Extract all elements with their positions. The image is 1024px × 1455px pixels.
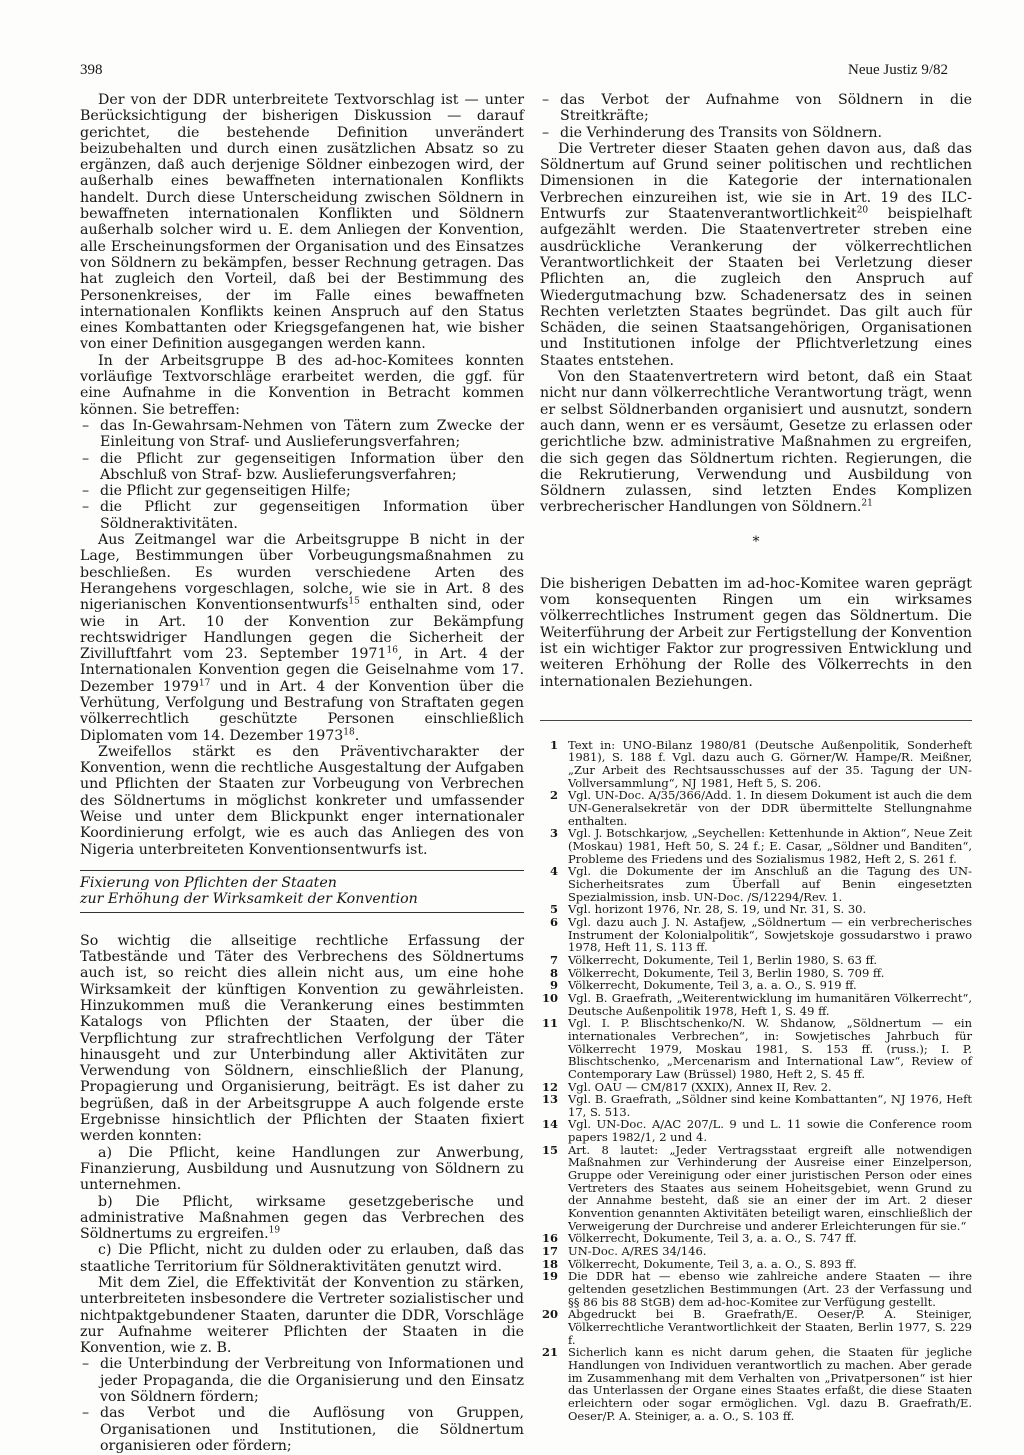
footnote-text: Text in: UNO-Bilanz 1980/81 (Deutsche Außenpolitik, Sonderheft 1981), S. 188 f. Vgl. dazu auch G. Görner/W. Hampe/R. Meißner, „Zur Arbeit des Rechtsausschusses auf der 35. Tagung der UN-Vollversammlung“, NJ 1981, Heft 5, S. 206.: [568, 737, 972, 790]
footnote: [540, 1144, 972, 1233]
footnote: [540, 739, 972, 790]
footnote: [540, 827, 972, 865]
footnote-text: Vgl. I. P. Blischtschenko/N. W. Shdanow, „Söldnertum — ein internationales Verbrechen“, in: Sowjetisches Jahrbuch für Völkerrecht 1979, Moskau 1981, S. 153 ff. (russ.); I. P. Blischtschenko, „Mercenarism and International Law“, Review of Contemporary Law (Brüssel) 1980, Heft 2, S. 45 ff.: [568, 1016, 972, 1081]
footnote-ref: 18: [343, 726, 355, 737]
page-header: [80, 62, 948, 82]
paragraph: b) Die Pflicht, wirksame gesetzgeberische und administrative Maßnahmen gegen das Verbrechen des Söldnertums zu ergreifen.$^{19}$: [80, 1193, 524, 1243]
paragraph: Die Vertreter dieser Staaten gehen davon aus, daß das Söldnertum auf Grund seiner politischen und rechtlichen Dimensionen in die Kategorie der internationalen Verbrechen einzureihen ist, wie sie in Art. 19 des ILC-Entwurfs zur Staatenverantwortlichkeit$^{20}$ beispielhaft aufgezählt werden. Die Staatenvertreter streben eine ausdrückliche Verankerung der völkerrechtlichen Verantwortlichkeit der Staaten bei Verletzung dieser Pflichten an, die zugleich den Anspruch auf Wiedergutmachung bzw. Schadenersatz des in seinen Rechten verletzten Staates begründet. Das gilt auch für Schäden, die seinen Staatsangehörigen, Organisationen und Institutionen infolge der Pflichtverletzung eines Staates entstehen.: [540, 140, 972, 369]
footnote-text: Sicherlich kann es nicht darum gehen, die Staaten für jegliche Handlungen von Individuen verantwortlich zu machen. Aber gerade im Zusammenhang mit dem Verhalten von „Privatpersonen“ ist hier das Unterlassen der Organe eines Staates erfaßt, die diese Staaten erleichtern oder sogar ermöglichen. Vgl. dazu B. Graefrath/E. Oeser/P. A. Steiniger, a. a. O., S. 103 ff.: [568, 1345, 972, 1423]
footnote-text: Völkerrecht, Dokumente, Teil 3, a. a. O., S. 919 ff.: [568, 978, 857, 993]
footnote: [540, 1017, 972, 1080]
proposal-list-continued: [540, 92, 972, 141]
section-heading: [80, 870, 524, 913]
footnote-number: 11: [541, 1016, 558, 1031]
footnote: [540, 1118, 972, 1143]
footnote-text: Vgl. horizont 1976, Nr. 28, S. 19, und Nr. 31, S. 30.: [568, 902, 867, 917]
footnote-number: 12: [541, 1079, 558, 1094]
footnote-number: 15: [541, 1142, 558, 1157]
footnote-text: Völkerrecht, Dokumente, Teil 3, a. a. O., S. 893 ff.: [568, 1256, 857, 1271]
footnote-text: Vgl. dazu auch J. N. Astafjew, „Söldnertum — ein verbrecherisches Instrument der Kolonialpolitik“, Sowjetskoje gossudarstwo i prawo 1978, Heft 11, S. 113 ff.: [568, 914, 972, 955]
paragraph: Von den Staatenvertretern wird betont, daß ein Staat nicht nur dann völkerrechtliche Verantwortung trägt, wenn er selbst Söldnerbanden organisiert und ausnutzt, sondern auch dann, wenn er es versäumt, Gesetze zu erlassen oder gerichtliche bzw. administrative Maßnahmen zu ergreifen, die sich gegen das Söldnertum richten. Regierungen, die die Rekrutierung, Verwendung und Ausbildung von Söldnern zulassen, sind letzten Endes Komplizen verbrecherischer Handlungen von Söldnern.$^{21}$: [540, 369, 972, 516]
journal-issue: Neue Justiz 9/82: [848, 62, 948, 78]
obligation-list: [80, 418, 524, 532]
footnote-number: 4: [549, 864, 558, 879]
footnote-number: 2: [549, 788, 558, 803]
footnote: [540, 916, 972, 954]
left-column: [80, 92, 524, 1454]
right-column: [540, 92, 972, 1422]
section-separator: *: [752, 533, 760, 550]
footnote-ref: 20: [856, 205, 869, 216]
footnote: [540, 1093, 972, 1118]
footnote-number: 9: [549, 978, 558, 993]
list-item: – die Pflicht zur gegenseitigen Hilfe;: [80, 483, 524, 499]
heading-line: zur Erhöhung der Wirksamkeit der Konvention: [80, 891, 418, 908]
footnote-text: Völkerrecht, Dokumente, Teil 3, a. a. O., S. 747 ff.: [568, 1231, 857, 1246]
footnote-number: 18: [541, 1256, 558, 1271]
footnote-ref: 15: [348, 596, 360, 607]
footnote-number: 10: [541, 990, 558, 1005]
footnote-text: Vgl. B. Graefrath, „Weiterentwicklung im humanitären Völkerrecht“, Deutsche Außenpolitik 1978, Heft 1, S. 49 ff.: [568, 990, 972, 1018]
footnote-number: 14: [541, 1117, 558, 1132]
footnote-number: 19: [541, 1269, 558, 1284]
footnote: [540, 1270, 972, 1308]
footnote-text: Vgl. B. Graefrath, „Söldner sind keine Kombattanten“, NJ 1976, Heft 17, S. 513.: [568, 1092, 972, 1119]
footnote-number: 21: [541, 1345, 558, 1360]
paragraph: In der Arbeitsgruppe B des ad-hoc-Komitees konnten vorläufige Textvorschläge erarbeitet werden, die ggf. für eine Aufnahme in die Konvention in Betracht kommen können. Sie betreffen:: [80, 352, 524, 418]
proposal-list: [80, 1356, 524, 1454]
paragraph: Die bisherigen Debatten im ad-hoc-Komitee waren geprägt vom konsequenten Ringen um ein wirksames völkerrechtliches Instrument gegen das Söldnertum. Die Weiterführung der Arbeit zur Fertigstellung der Konvention ist ein wichtiger Faktor zur progressiven Entwicklung und weiteren Erhöhung der Rolle des Völkerrechts in den internationalen Beziehungen.: [540, 575, 972, 690]
paragraph: Mit dem Ziel, die Effektivität der Konvention zu stärken, unterbreiteten insbesondere die Vertreter sozialistischer und nichtpaktgebundener Staaten, darunter die DDR, Vorschläge zur Aufnahme weiterer Pflichten der Staaten in die Konvention, wie z. B.: [80, 1275, 524, 1357]
list-item: – die Pflicht zur gegenseitigen Information über den Abschluß von Straf- bzw. Auslieferungsverfahren;: [80, 451, 524, 484]
footnote-number: 1: [549, 737, 558, 752]
paragraph: a) Die Pflicht, keine Handlungen zur Anwerbung, Finanzierung, Ausbildung und Ausnutzung von Söldnern zu unternehmen.: [80, 1144, 524, 1194]
footnote-number: 13: [541, 1092, 558, 1107]
footnote-text: Vgl. J. Botschkarjow, „Seychellen: Kettenhunde in Aktion“, Neue Zeit (Moskau) 1981, Heft 50, S. 24 f.; E. Casar, „Söldner und Banditen“, Probleme des Friedens und des Sozialismus 1982, Heft 2, S. 261 f.: [568, 826, 972, 866]
paragraph: Der von der DDR unterbreitete Textvorschlag ist — unter Berücksichtigung der bisherigen Diskussion — darauf gerichtet, die bestehende Definition unverändert beizubehalten und durch einen zusätzlichen Absatz so zu ergänzen, daß auch derjenige Söldner einbezogen wird, der außerhalb eines bewaffneten internationalen Konflikts handelt. Durch diese Unterscheidung zwischen Söldnern in bewaffneten internationalen Konflikten und Söldnern außerhalb solcher wird u. E. dem Anliegen der Konvention, alle Erscheinungsformen der Organisation und des Einsatzes von Söldnern zu bekämpfen, besser Rechnung getragen. Das hat zugleich den Vorteil, daß bei der Bestimmung des Personenkreises, der im Falle eines bewaffneten internationalen Konflikts keinen Anspruch auf den Status eines Kombattanten oder Kriegsgefangenen hat, wie bisher von einer Definition ausgegangen werden kann.: [80, 92, 524, 353]
paragraph: Aus Zeitmangel war die Arbeitsgruppe B nicht in der Lage, Bestimmungen über Vorbeugungsmaßnahmen zu beschließen. Es wurden verschiedene Arten des Herangehens vorgeschlagen, solche, wie sie in Art. 8 des nigerianischen Konventionsentwurfs$^{15}$ enthalten sind, oder wie in Art. 10 der Konvention zur Bekämpfung rechtswidriger Handlungen gegen die Sicherheit der Zivilluftfahrt vom 23. September 1971$^{16}$, in Art. 4 der Internationalen Konvention gegen die Geiselnahme vom 17. Dezember 1979$^{17}$ und in Art. 4 der Konvention über die Verhütung, Verfolgung und Bestrafung von Straftaten gegen völkerrechtlich geschützte Personen einschließlich Diplomaten vom 14. Dezember 1973$^{18}$.: [80, 532, 524, 744]
footnote-text: Völkerrecht, Dokumente, Teil 1, Berlin 1980, S. 63 ff.: [568, 952, 878, 967]
footnote-text: Vgl. UN-Doc. A/AC 207/L. 9 und L. 11 sowie die Conference room papers 1982/1, 2 und 4.: [568, 1117, 972, 1145]
page-number: 398: [80, 62, 103, 78]
footnote-ref: 19: [268, 1225, 281, 1236]
footnote: [540, 865, 972, 903]
footnote-number: 17: [541, 1244, 558, 1259]
footnote: [540, 992, 972, 1017]
footnote-ref: 21: [861, 498, 873, 509]
footnote: [540, 789, 972, 827]
footnote-text: Völkerrecht, Dokumente, Teil 3, Berlin 1980, S. 709 ff.: [568, 965, 885, 980]
footnote: [540, 1346, 972, 1422]
footnote-number: 5: [549, 902, 558, 917]
footnote-number: 3: [549, 826, 558, 841]
footnote-ref: 16: [386, 645, 398, 656]
list-item: – das Verbot und die Auflösung von Gruppen, Organisationen und Institutionen, die Söldnertum organisieren oder fördern;: [80, 1405, 524, 1454]
heading-line: Fixierung von Pflichten der Staaten: [80, 874, 337, 891]
footnote-text: Vgl. die Dokumente der im Anschluß an die Tagung des UN-Sicherheitsrates zum Überfall auf Benin eingesetzten Spezialmission, insb. UN-Doc. /S/12294/Rev. 1.: [568, 864, 972, 904]
footnote-divider: [540, 720, 972, 721]
footnotes: [540, 739, 972, 1422]
list-item: – das In-Gewahrsam-Nehmen von Tätern zum Zwecke der Einleitung von Straf- und Auslieferungsverfahren;: [80, 418, 524, 451]
footnote-number: 7: [549, 952, 558, 967]
paragraph: Zweifellos stärkt es den Präventivcharakter der Konvention, wenn die rechtliche Ausgestaltung der Aufgaben und Pflichten der Staaten zur Vorbeugung von Verbrechen des Söldnertums in möglichst konkreter und umfassender Weise und unter dem Blickpunkt enger internationaler Koordinierung erfolgt, wie es auch das Anliegen des von Nigeria unterbreiteten Konventionsentwurfs ist.: [80, 743, 524, 858]
footnote-text: Abgedruckt bei B. Graefrath/E. Oeser/P. A. Steiniger, Völkerrechtliche Verantwortlichkeit der Staaten, Berlin 1977, S. 229 f.: [568, 1307, 972, 1347]
footnote-text: UN-Doc. A/RES 34/146.: [568, 1244, 707, 1259]
footnote-number: 16: [541, 1231, 558, 1246]
footnote-text: Art. 8 lautet: „Jeder Vertragsstaat ergreift alle notwendigen Maßnahmen zur Verhinderung der Ausreise einer Einzelperson, Gruppe oder Vereinigung oder einer juristischen Person oder eines Vertreters des Staates aus seinem Hoheitsgebiet, wenn Grund zu der Annahme besteht, daß sie an einer der im Art. 2 dieser Konvention genannten Aktivitäten beteiligt waren, einschließlich der Verweigerung der Durchreise und anderer Erleichterungen für sie.“: [568, 1142, 972, 1233]
footnote-number: 6: [549, 914, 558, 929]
footnote-number: 20: [541, 1307, 558, 1322]
list-item: – die Unterbindung der Verbreitung von Informationen und jeder Propaganda, die die Organisierung und den Einsatz von Söldnern fördern;: [80, 1356, 524, 1405]
footnote-text: Die DDR hat — ebenso wie zahlreiche andere Staaten — ihre geltenden gesetzlichen Bestimmungen (Art. 23 der Verfassung und §§ 86 bis 88 StGB) dem ad-hoc-Komitee zur Verfügung gestellt.: [568, 1269, 972, 1309]
footnote-number: 8: [549, 965, 558, 980]
footnote-ref: 17: [198, 677, 211, 688]
list-item: – die Verhinderung des Transits von Söldnern.: [540, 125, 972, 141]
footnote-text: Vgl. UN-Doc. A/35/366/Add. 1. In diesem Dokument ist auch die dem UN-Generalsekretär von der DDR übermittelte Stellungnahme enthalten.: [568, 788, 972, 828]
paragraph: So wichtig die allseitige rechtliche Erfassung der Tatbestände und Täter des Verbrechens des Söldnertums auch ist, so reicht dies allein nicht aus, um eine hohe Wirksamkeit der künftigen Konvention zu gewährleisten. Hinzukommen muß die Verankerung eines bestimmten Katalogs von Pflichten der Staaten, der über die Verpflichtung zur strafrechtlichen Verfolgung der Täter hinausgeht und zur Unterbindung aller Aktivitäten zur Verwendung von Söldnern, einschließlich der Planung, Propagierung und Organisierung, beiträgt. Es ist daher zu begrüßen, daß in der Arbeitsgruppe A auch folgende erste Ergebnisse hinsichtlich der Pflichten der Staaten fixiert werden konnten:: [80, 932, 524, 1145]
footnote-text: Vgl. OAU — CM/817 (XXIX), Annex II, Rev. 2.: [568, 1079, 832, 1094]
list-item: – die Pflicht zur gegenseitigen Information über Söldneraktivitäten.: [80, 499, 524, 532]
list-item: – das Verbot der Aufnahme von Söldnern in die Streitkräfte;: [540, 92, 972, 125]
footnote: [540, 1308, 972, 1346]
paragraph: c) Die Pflicht, nicht zu dulden oder zu erlauben, daß das staatliche Territorium für Söldneraktivitäten genutzt wird.: [80, 1242, 524, 1275]
